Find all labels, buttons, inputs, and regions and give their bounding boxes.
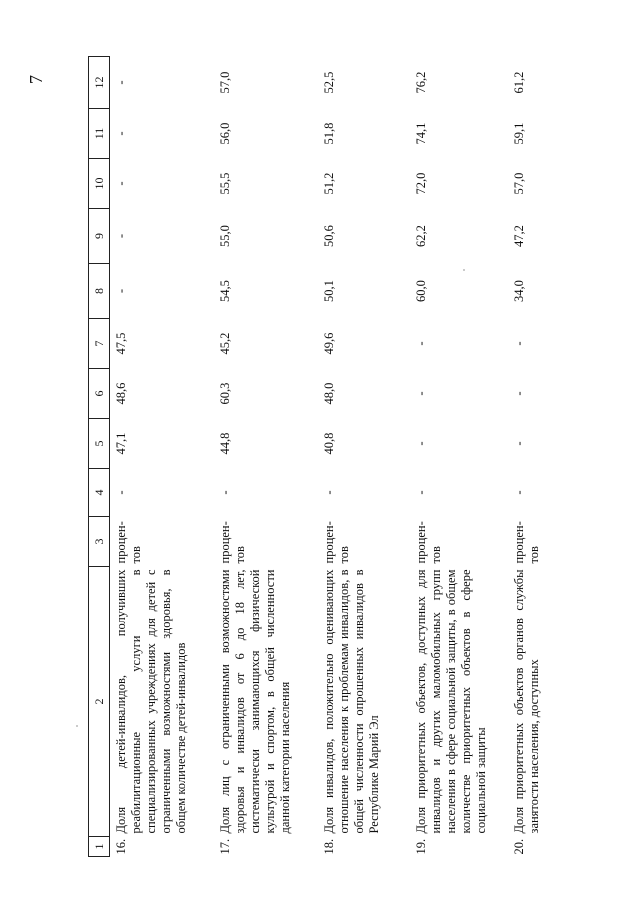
value-cell: - xyxy=(114,233,128,239)
table-row xyxy=(318,57,410,857)
indicator-name: Доля детей-инвалидов, получивших реабилитационные услуги в специализированных учреждениях для детей с ограниченными возможностями здоровья, в общем количестве детей-инвалидов xyxy=(114,569,188,834)
scan-speck xyxy=(463,269,465,271)
value-cell: 54,5 xyxy=(217,280,232,302)
value-cell: 62,2 xyxy=(413,225,428,247)
column-header: 11 xyxy=(89,109,110,159)
value-cell: - xyxy=(413,490,428,495)
value-cell: 47,5 xyxy=(114,332,128,355)
value-cell: 51,2 xyxy=(321,172,336,195)
value-cell: - xyxy=(511,490,526,495)
column-header: 8 xyxy=(89,264,110,319)
page-number: 7 xyxy=(26,75,46,84)
column-header: 10 xyxy=(89,159,110,209)
row-number: 20. xyxy=(511,838,526,855)
column-header: 7 xyxy=(89,319,110,369)
table-row xyxy=(508,57,548,857)
rotated-table-block xyxy=(26,57,640,857)
value-cell: - xyxy=(511,341,526,346)
value-cell: 45,2 xyxy=(217,332,232,355)
table-row xyxy=(410,57,508,857)
value-cell: 57,0 xyxy=(511,172,526,195)
value-cell: 60,0 xyxy=(413,280,428,302)
value-cell: - xyxy=(114,181,128,186)
table-row xyxy=(214,57,318,857)
unit-cell: процен-тов xyxy=(321,521,351,564)
value-cell: 72,0 xyxy=(413,172,428,195)
value-cell: 48,0 xyxy=(321,382,336,405)
table-row xyxy=(110,57,214,857)
value-cell: 49,6 xyxy=(321,332,336,355)
value-cell: 52,5 xyxy=(321,71,336,94)
column-number-row xyxy=(89,57,110,857)
value-cell: 50,6 xyxy=(321,225,336,247)
value-cell: - xyxy=(413,391,428,396)
value-cell: 76,2 xyxy=(413,71,428,94)
value-cell: - xyxy=(413,441,428,446)
value-cell: 55,0 xyxy=(217,225,232,247)
column-header: 2 xyxy=(89,567,110,837)
unit-cell: процен-тов xyxy=(217,521,247,564)
value-cell: 48,6 xyxy=(114,382,128,405)
value-cell: 55,5 xyxy=(217,172,232,195)
row-number: 18. xyxy=(321,838,336,855)
value-cell: 47,1 xyxy=(114,432,128,455)
row-number: 16. xyxy=(114,838,128,855)
indicator-name: Доля приоритетных объектов, доступных для инвалидов и других маломобильных групп населения в сфере социальной защиты, в общем количестве приоритетных объектов в сфере социальной защиты xyxy=(413,569,488,834)
value-cell: - xyxy=(321,490,336,495)
value-cell: 50,1 xyxy=(321,280,336,302)
unit-cell: процен-тов xyxy=(413,521,443,564)
scan-speck xyxy=(76,725,78,727)
column-header: 3 xyxy=(89,517,110,567)
column-header: 4 xyxy=(89,469,110,517)
indicator-name: Доля инвалидов, положительно оценивающих отношение населения к проблемам инвалидов, в общей численности опрошенных инвалидов в Республике Марий Эл xyxy=(321,569,381,834)
unit-cell: процен-тов xyxy=(511,521,541,564)
column-header: 12 xyxy=(89,57,110,109)
value-cell: - xyxy=(511,441,526,446)
indicator-name: Доля приоритетных объектов органов службы занятости населения, доступных xyxy=(511,569,541,834)
column-header: 5 xyxy=(89,419,110,469)
row-number: 19. xyxy=(413,838,428,855)
indicator-name: Доля лиц с ограниченными возможностями здоровья и инвалидов от 6 до 18 лет, систематически занимающихся физической культурой и спортом, в общей численности данной категории населения xyxy=(217,569,292,834)
row-number: 17. xyxy=(217,838,232,855)
value-cell: - xyxy=(114,490,128,495)
column-header: 1 xyxy=(89,837,110,857)
value-cell: 60,3 xyxy=(217,382,232,405)
indicators-table xyxy=(88,56,548,857)
value-cell: 57,0 xyxy=(217,71,232,94)
value-cell: 44,8 xyxy=(217,432,232,455)
value-cell: 40,8 xyxy=(321,432,336,455)
column-header: 6 xyxy=(89,369,110,419)
value-cell: 34,0 xyxy=(511,280,526,302)
value-cell: - xyxy=(511,391,526,396)
value-cell: - xyxy=(217,490,232,495)
unit-cell: процен-тов xyxy=(114,521,143,564)
value-cell: 74,1 xyxy=(413,122,428,145)
value-cell: 59,1 xyxy=(511,122,526,145)
value-cell: 51,8 xyxy=(321,122,336,145)
column-header: 9 xyxy=(89,209,110,264)
value-cell: 61,2 xyxy=(511,71,526,94)
value-cell: - xyxy=(114,80,128,85)
value-cell: - xyxy=(114,288,128,294)
value-cell: 56,0 xyxy=(217,122,232,145)
value-cell: - xyxy=(114,131,128,136)
value-cell: 47,2 xyxy=(511,225,526,247)
value-cell: - xyxy=(413,341,428,346)
